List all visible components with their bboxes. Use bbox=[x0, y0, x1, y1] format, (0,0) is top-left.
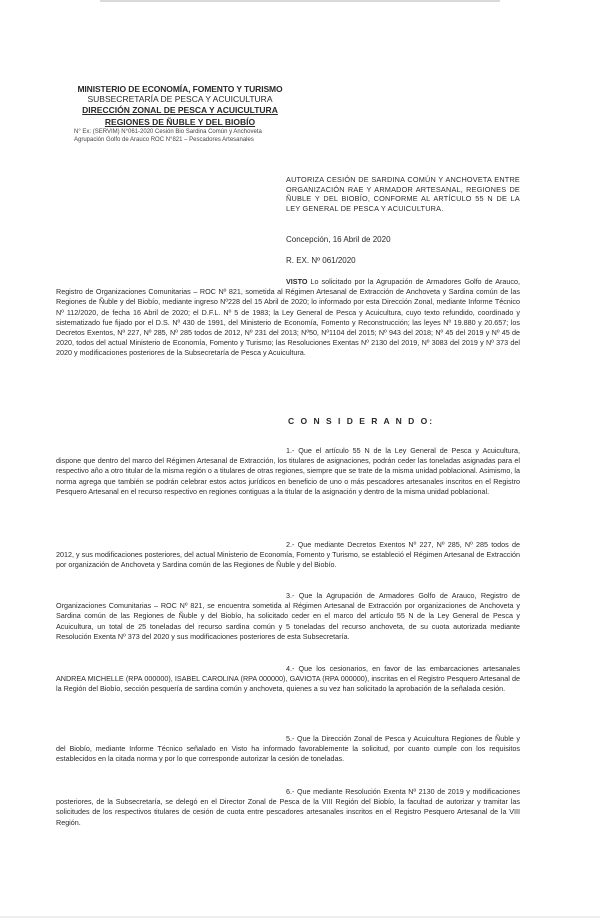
direccion-zonal: DIRECCIÓN ZONAL DE PESCA Y ACUICULTURA bbox=[82, 105, 278, 115]
considerando-5-text: 5.- Que la Dirección Zonal de Pesca y Acuicultura Regiones de Ñuble y del Biobío, mediante Informe Técnico señalado en Visto ha informado favorablemente la solicitud, por cuanto cumple con los requisitos establecidos en la citada norma y por lo que corresponde autorizar la cesión de toneladas. bbox=[56, 734, 520, 764]
considerando-2 bbox=[56, 540, 520, 571]
resolution-date: Concepción, 16 Abril de 2020 bbox=[286, 235, 391, 244]
considerando-4-text: 4.- Que los cesionarios, en favor de las embarcaciones artesanales ANDREA MICHELLE (RPA 000000), ISABEL CAROLINA (RPA 000000), GAVIOTA (RPA 000000), inscritas en el Registro Pesquero Artesanal de la Región del Biobío, sección pesquería de sardina común y anchoveta, quienes a su vez han solicitado la aprobación de la señalada cesión. bbox=[56, 664, 520, 694]
considerando-2-text: 2.- Que mediante Decretos Exentos Nº 227, Nº 285, Nº 285 todos de 2012, y sus modificaciones posteriores, del actual Ministerio de Economía, Fomento y Turismo, se estableció el Régimen Artesanal de Extracción por organización de Anchoveta y Sardina común de las Regiones de Ñuble y del Biobío. bbox=[56, 540, 520, 570]
considerando-heading: C O N S I D E R A N D O: bbox=[288, 416, 435, 426]
considerando-3 bbox=[56, 591, 520, 642]
visto-label: VISTO bbox=[286, 277, 308, 286]
considerando-3-text: 3.- Que la Agrupación de Armadores Golfo de Arauco, Registro de Organizaciones Comunitarias – ROC Nº 821, se encuentra sometida al Régimen Artesanal de Extracción por organizaciones de Anchoveta y Sardina común de las Regiones de Ñuble y del Biobío, ha solicitado ceder en el marco del artículo 55 N de la Ley General de Pesca y Acuicultura, un total de 25 toneladas del recurso sardina común y 5 toneladas del recurso anchoveta, de su cuota autorizada mediante Resolución Exenta Nº 373 del 2020 y sus modificaciones posteriores de esta Subsecretaría. bbox=[56, 591, 520, 641]
resolution-number: R. EX. Nº 061/2020 bbox=[286, 256, 356, 265]
scan-edge-top bbox=[100, 0, 500, 2]
letterhead bbox=[70, 84, 290, 144]
regiones: REGIONES DE ÑUBLE Y DEL BIOBÍO bbox=[104, 117, 256, 127]
reference-line-1: N° Ex: (SERVIM) N°061-2020 Cesión Bio Sardina Común y Anchoveta bbox=[74, 129, 262, 135]
visto-text: Lo solicitado por la Agrupación de Armadores Golfo de Arauco, Registro de Organizaciones Comunitarias – ROC Nº 821, sometida al Régimen Artesanal de Extracción de Anchoveta y Sardina común de las Regiones de Ñuble y del Biobío, mediante ingreso Nº228 del 15 Abril de 2020; lo informado por esta Dirección Zonal, mediante Informe Técnico Nº 112/2020, de fecha 16 Abril de 2020; el D.F.L. Nº 5 de 1983; la Ley General de Pesca y Acuicultura, cuyo texto refundido, coordinado y sistematizado fue fijado por el D.S. Nº 430 de 1991, del Ministerio de Economía, Fomento y Reconstrucción; las leyes Nº 19.880 y 20.657; los Decretos Exentos, Nº 227, Nº 285, Nº 285 todos de 2012, Nº 231 del 2013; Nº50, Nº1104 del 2015; Nº 943 del 2018; Nº 45 del 2019 y Nº 45 de 2020, todos del actual Ministerio de Economía, Fomento y Turismo; las Resoluciones Exentas Nº 2130 del 2019, Nº 3083 del 2019 y Nº 373 del 2020 y modificaciones posteriores de la Subsecretaría de Pesca y Acuicultura. bbox=[56, 277, 520, 358]
subsecretaria-name: SUBSECRETARÍA DE PESCA Y ACUICULTURA bbox=[87, 94, 273, 104]
visto-paragraph bbox=[56, 277, 520, 359]
considerando-1 bbox=[56, 446, 520, 497]
considerando-6-text: 6.- Que mediante Resolución Exenta Nº 2130 de 2019 y modificaciones posteriores, de la Subsecretaría, se delegó en el Director Zonal de Pesca de la VIII Región del Biobío, la facultad de autorizar y tramitar las solicitudes de los respectivos titulares de cesión de cuota entre pescadores artesanales inscritos en el Registro Pesquero Artesanal de la VIII Región. bbox=[56, 787, 520, 827]
considerando-4 bbox=[56, 664, 520, 695]
ministry-name: MINISTERIO DE ECONOMÍA, FOMENTO Y TURISMO bbox=[77, 84, 283, 94]
resolution-subject: AUTORIZA CESIÓN DE SARDINA COMÚN Y ANCHOVETA ENTRE ORGANIZACIÓN RAE Y ARMADOR ARTESANAL, REGIONES DE ÑUBLE Y DEL BIOBÍO, CONFORME AL ARTÍCULO 55 N DE LA LEY GENERAL DE PESCA Y ACUICULTURA. bbox=[286, 175, 520, 213]
considerando-5 bbox=[56, 734, 520, 765]
considerando-6 bbox=[56, 787, 520, 828]
considerando-1-text: 1.- Que el artículo 55 N de la Ley General de Pesca y Acuicultura, dispone que dentro del marco del Régimen Artesanal de Extracción, los titulares de asignaciones, podrán ceder las toneladas asignadas para el respectivo año a otro titular de la misma región o a titulares de otras regiones, siempre que se trate de la misma unidad poblacional. Asimismo, la norma agrega que también se podrán celebrar estos actos jurídicos en beneficio de uno o más pescadores artesanales inscritos en el Registro Pesquero Artesanal en el recurso respectivo en regiones contiguas a la titular de la asignación y dentro de la misma unidad poblacional. bbox=[56, 446, 520, 496]
reference-line-2: Agrupación Golfo de Arauco ROC N°821 – Pescadores Artesanales bbox=[74, 137, 254, 143]
